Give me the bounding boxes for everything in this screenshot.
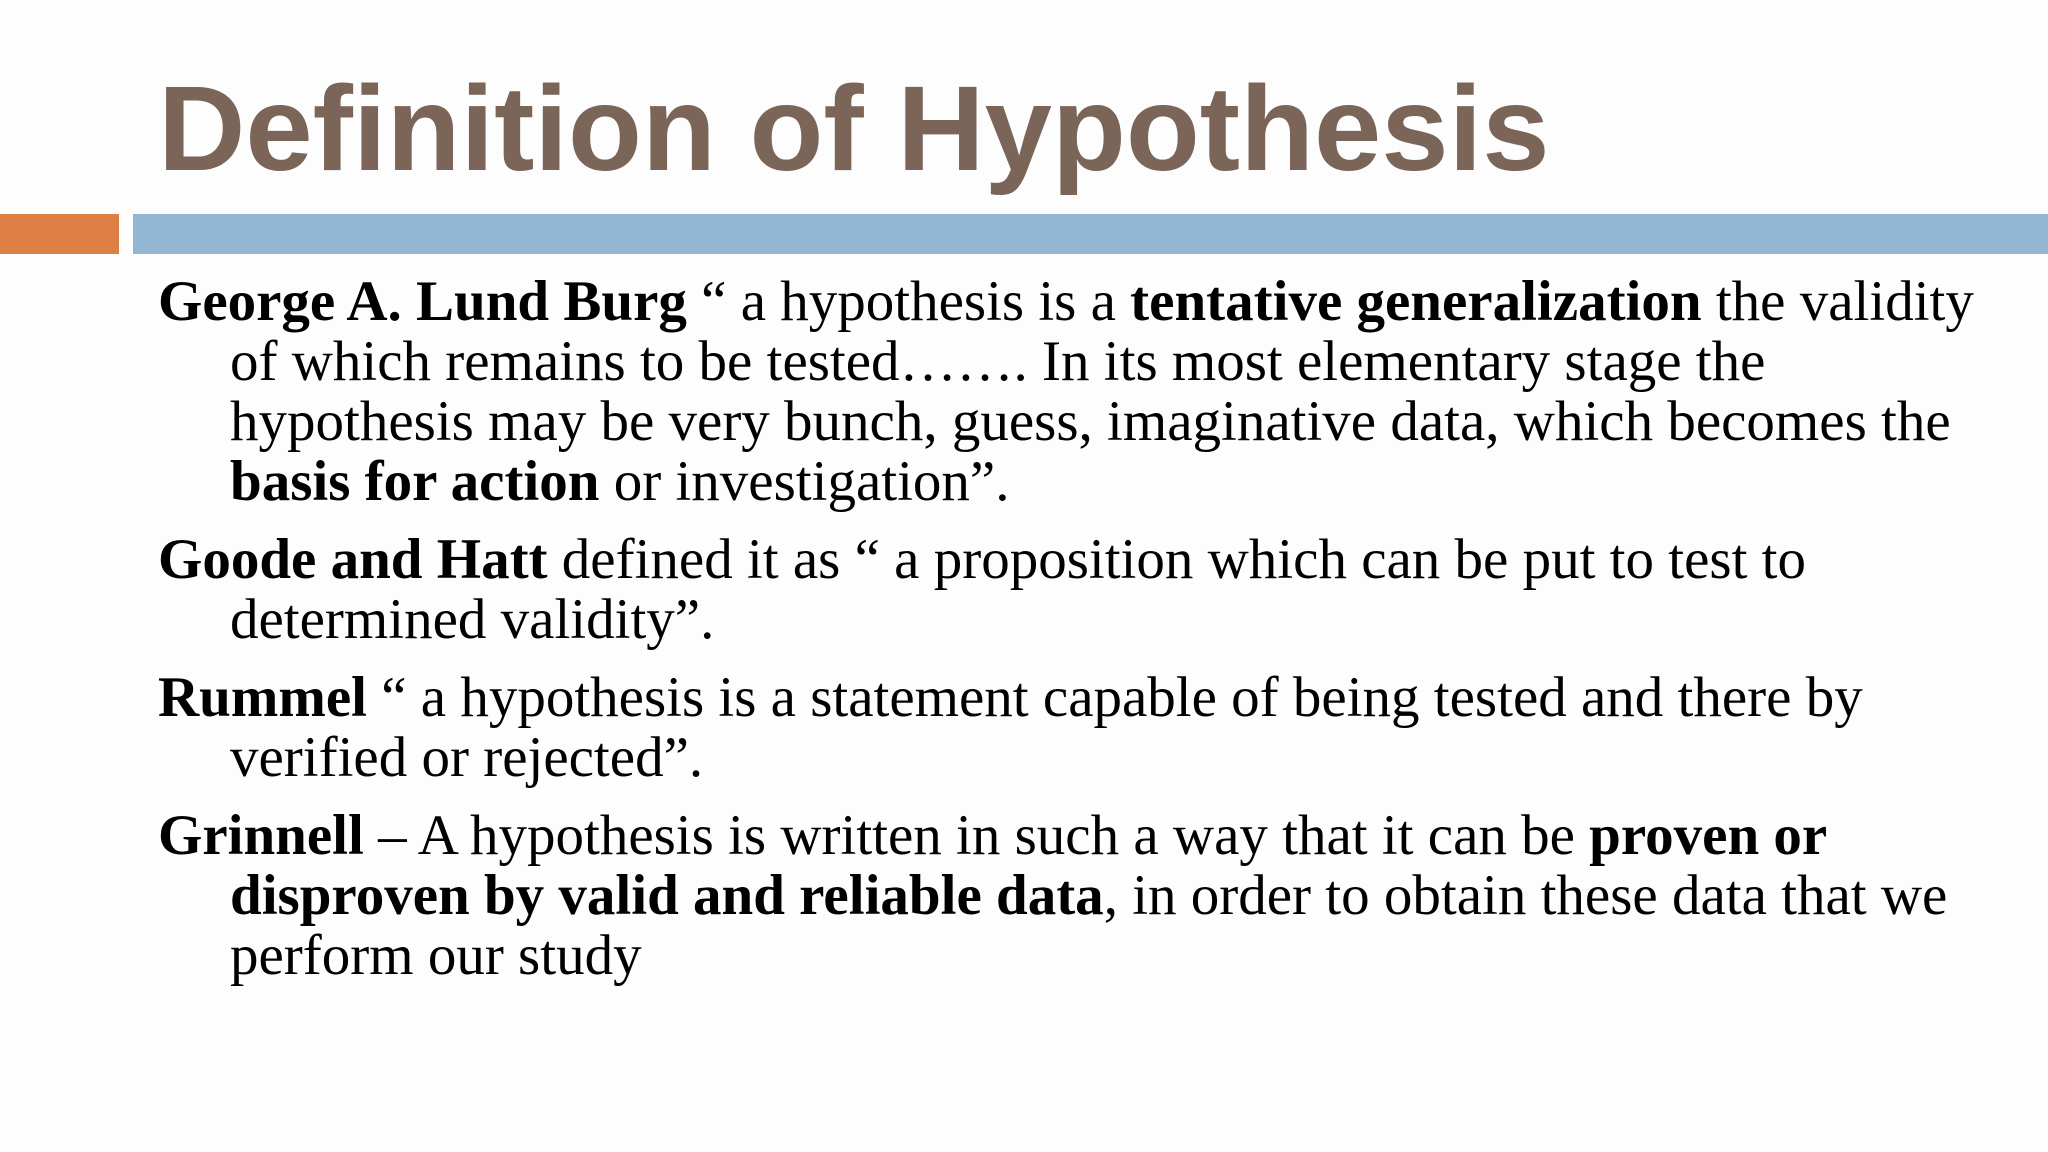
definition-text: “ a hypothesis is a statement capable of being tested and there by verified or rejected”. [230,666,1863,789]
definition-lundburg [158,272,2018,512]
definition-text: the validity of which remains to be tested……. In its most elementary stage the hypothesis may be very bunch, guess, imaginative data, which becomes the [230,270,1974,453]
definition-text: “ a hypothesis is a [686,270,1131,333]
author-name: Goode and Hatt [158,528,548,591]
author-name: Grinnell [158,804,364,867]
author-name: George A. Lund Burg [158,270,687,333]
emphasis-text: proven or disproven by valid and reliable data [230,804,1827,927]
definition-text: , in order to obtain these data that we perform our study [230,864,1948,987]
definition-grinnell [158,806,2018,986]
definition-goode-hatt [158,530,2018,650]
emphasis-text: tentative generalization [1130,270,1702,333]
author-name: Rummel [158,666,367,729]
definition-text: or investigation”. [599,450,1010,513]
accent-bar-blue [133,214,2048,254]
definitions-list [158,272,2018,1004]
slide-title: Definition of Hypothesis [158,60,1550,196]
definition-rummel [158,668,2018,788]
emphasis-text: basis for action [230,450,600,513]
accent-bar-orange [0,214,119,254]
definition-text: defined it as “ a proposition which can be put to test to determined validity”. [230,528,1806,651]
definition-text: – A hypothesis is written in such a way that it can be [363,804,1590,867]
